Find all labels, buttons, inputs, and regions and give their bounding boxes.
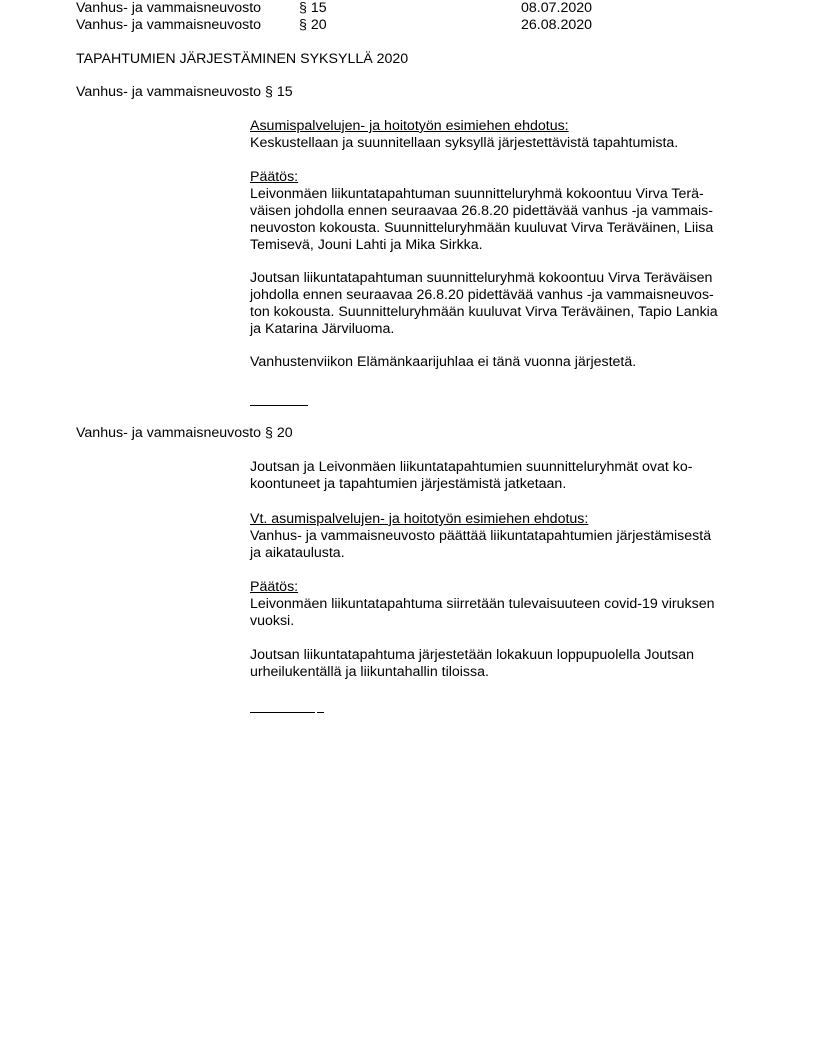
section-15-decision <box>250 169 750 254</box>
reference-section: § 15 <box>299 0 327 16</box>
decision-line: Temisevä, Jouni Lahti ja Mika Sirkka. <box>250 237 483 253</box>
decision-line: Leivonmäen liikuntatapahtuma siirretään tulevaisuuteen covid-19 viruksen <box>250 596 715 612</box>
section-20-decision-p2 <box>250 647 750 681</box>
document-title: TAPAHTUMIEN JÄRJESTÄMINEN SYKSYLLÄ 2020 <box>76 51 409 67</box>
reference-row <box>76 0 606 17</box>
reference-section: § 20 <box>299 17 327 33</box>
section-15-heading: Vanhus- ja vammaisneuvosto § 15 <box>76 84 293 100</box>
proposal-label: Vt. asumispalvelujen- ja hoitotyön esimiehen ehdotus: <box>250 511 589 527</box>
proposal-line: ja aikataulusta. <box>250 545 345 561</box>
section-20-intro <box>250 459 750 493</box>
section-15-decision-p2 <box>250 270 750 338</box>
proposal-label: Asumispalvelujen- ja hoitotyön esimiehen ehdotus: <box>250 118 569 134</box>
section-15-decision-p3 <box>250 354 750 371</box>
decision-line: ton kokousta. Suunnitteluryhmään kuuluvat Virva Teräväinen, Tapio Lankia <box>250 304 718 320</box>
section-20-proposal <box>250 511 750 562</box>
reference-body: Vanhus- ja vammaisneuvosto <box>76 0 262 16</box>
decision-line: Leivonmäen liikuntatapahtuman suunnitteluryhmä kokoontuu Virva Terä- <box>250 186 704 202</box>
decision-line: Joutsan liikuntatapahtuma järjestetään lokakuun loppupuolella Joutsan <box>250 647 695 663</box>
decision-line: Joutsan liikuntatapahtuman suunnitteluryhmä kokoontuu Virva Teräväisen <box>250 270 713 286</box>
reference-row <box>76 17 606 34</box>
decision-line: johdolla ennen seuraavaa 26.8.20 pidettävää vanhus -ja vammaisneuvos- <box>250 287 714 303</box>
reference-date: 26.08.2020 <box>521 17 593 33</box>
reference-date: 08.07.2020 <box>521 0 593 16</box>
intro-line: koontuneet ja tapahtumien järjestämistä jatketaan. <box>250 476 567 492</box>
decision-label: Päätös: <box>250 169 299 185</box>
proposal-text: Keskustellaan ja suunnitellaan syksyllä järjestettävistä tapahtumista. <box>250 135 679 151</box>
separator-rule <box>250 405 308 406</box>
decision-line: neuvoston kokousta. Suunnitteluryhmään kuuluvat Virva Teräväinen, Liisa <box>250 220 714 236</box>
section-15-body <box>250 118 750 152</box>
intro-line: Joutsan ja Leivonmäen liikuntatapahtumien suunnitteluryhmät ovat ko- <box>250 459 693 475</box>
separator-rule <box>250 712 315 713</box>
decision-line: ja Katarina Järviluoma. <box>250 321 395 337</box>
proposal-line: Vanhus- ja vammaisneuvosto päättää liikuntatapahtumien järjestämisestä <box>250 528 712 544</box>
decision-line: väisen johdolla ennen seuraavaa 26.8.20 pidettävää vanhus -ja vammais- <box>250 203 713 219</box>
separator-dash <box>317 712 324 713</box>
decision-label: Päätös: <box>250 579 299 595</box>
decision-line: Vanhustenviikon Elämänkaarijuhlaa ei tänä vuonna järjestetä. <box>250 354 637 370</box>
decision-line: urheilukentällä ja liikuntahallin tiloissa. <box>250 664 489 680</box>
reference-body: Vanhus- ja vammaisneuvosto <box>76 17 262 33</box>
decision-line: vuoksi. <box>250 613 295 629</box>
section-20-heading: Vanhus- ja vammaisneuvosto § 20 <box>76 425 293 441</box>
section-20-decision <box>250 579 750 630</box>
